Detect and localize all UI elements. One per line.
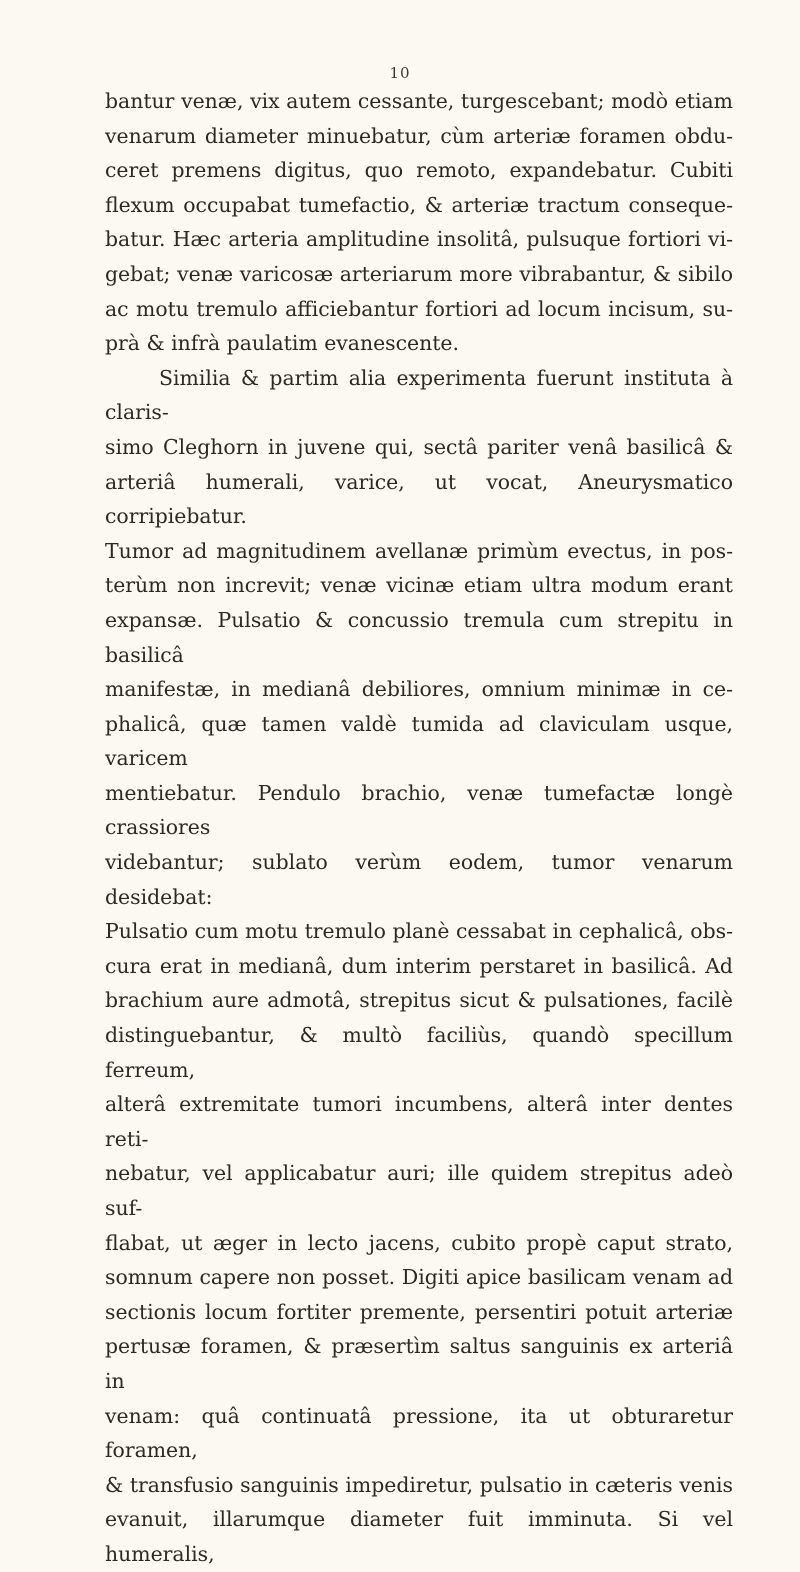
text-line: terùm non increvit; venæ vicinæ etiam ultra modum erant xyxy=(105,573,733,598)
text-line: manifestæ, in medianâ debiliores, omnium minimæ in ce- xyxy=(105,677,733,702)
text-line: prà & infrà paulatim evanescente. xyxy=(105,331,459,356)
text-line: venam: quâ continuatâ pressione, ita ut obturaretur foramen, xyxy=(105,1403,733,1463)
text-line: batur. Hæc arteria amplitudine insolitâ, pulsuque fortiori vi- xyxy=(105,227,733,252)
text-line: phalicâ, quæ tamen valdè tumida ad claviculam usque, varicem xyxy=(105,711,733,771)
text-line: Similia & partim alia experimenta fuerunt instituta à claris- xyxy=(105,365,733,425)
text-line: gebat; venæ varicosæ arteriarum more vibrabantur, & sibilo xyxy=(105,261,733,286)
text-line: alterâ extremitate tumori incumbens, alterâ inter dentes reti- xyxy=(105,1092,733,1151)
text-line: ceret premens digitus, quo remoto, expandebatur. Cubiti xyxy=(105,158,733,183)
text-line: flexum occupabat tumefactio, & arteriæ tractum conseque- xyxy=(105,192,733,217)
text-line: brachium aure admotâ, strepitus sicut & pulsationes, facilè xyxy=(105,988,733,1013)
text-line: ac motu tremulo afficiebantur fortiori ad locum incisum, su- xyxy=(105,296,733,321)
body-text xyxy=(105,84,733,1572)
text-line: expansæ. Pulsatio & concussio tremula cum strepitu in basilicâ xyxy=(105,607,733,667)
text-line: evanuit, illarumque diameter fuit imminuta. Si vel humeralis, xyxy=(105,1507,733,1566)
text-line: venarum diameter minuebatur, cùm arteriæ foramen obdu- xyxy=(105,123,733,148)
text-line: mentiebatur. Pendulo brachio, venæ tumefactæ longè crassiores xyxy=(105,780,733,840)
text-line: arteriâ humerali, varice, ut vocat, Aneurysmatico corripiebatur. xyxy=(105,469,733,529)
text-line: cura erat in medianâ, dum interim perstaret in basilicâ. Ad xyxy=(105,953,733,978)
text-line: pertusæ foramen, & præsertìm saltus sanguinis ex arteriâ in xyxy=(105,1334,733,1393)
text-line: Pulsatio cum motu tremulo planè cessabat in cephalicâ, obs- xyxy=(105,919,733,944)
text-line: flabat, ut æger in lecto jacens, cubito propè caput strato, xyxy=(105,1230,733,1255)
text-line: bantur venæ, vix autem cessante, turgescebant; modò etiam xyxy=(105,89,733,113)
text-line: videbantur; sublato verùm eodem, tumor venarum desidebat: xyxy=(105,850,733,909)
text-line: sectionis locum fortiter premente, persentiri potuit arteriæ xyxy=(105,1299,733,1324)
text-line: & transfusio sanguinis impediretur, pulsatio in cæteris venis xyxy=(105,1472,733,1497)
page-number: 10 xyxy=(389,64,411,82)
text-line: Tumor ad magnitudinem avellanæ primùm evectus, in pos- xyxy=(105,538,733,563)
text-line: simo Cleghorn in juvene qui, sectâ pariter venâ basilicâ & xyxy=(105,434,733,459)
text-line: somnum capere non posset. Digiti apice basilicam venam ad xyxy=(105,1265,733,1290)
text-line: nebatur, vel applicabatur auri; ille quidem strepitus adeò suf- xyxy=(105,1161,733,1220)
text-line: distinguebantur, & multò faciliùs, quandò specillum ferreum, xyxy=(105,1023,733,1082)
